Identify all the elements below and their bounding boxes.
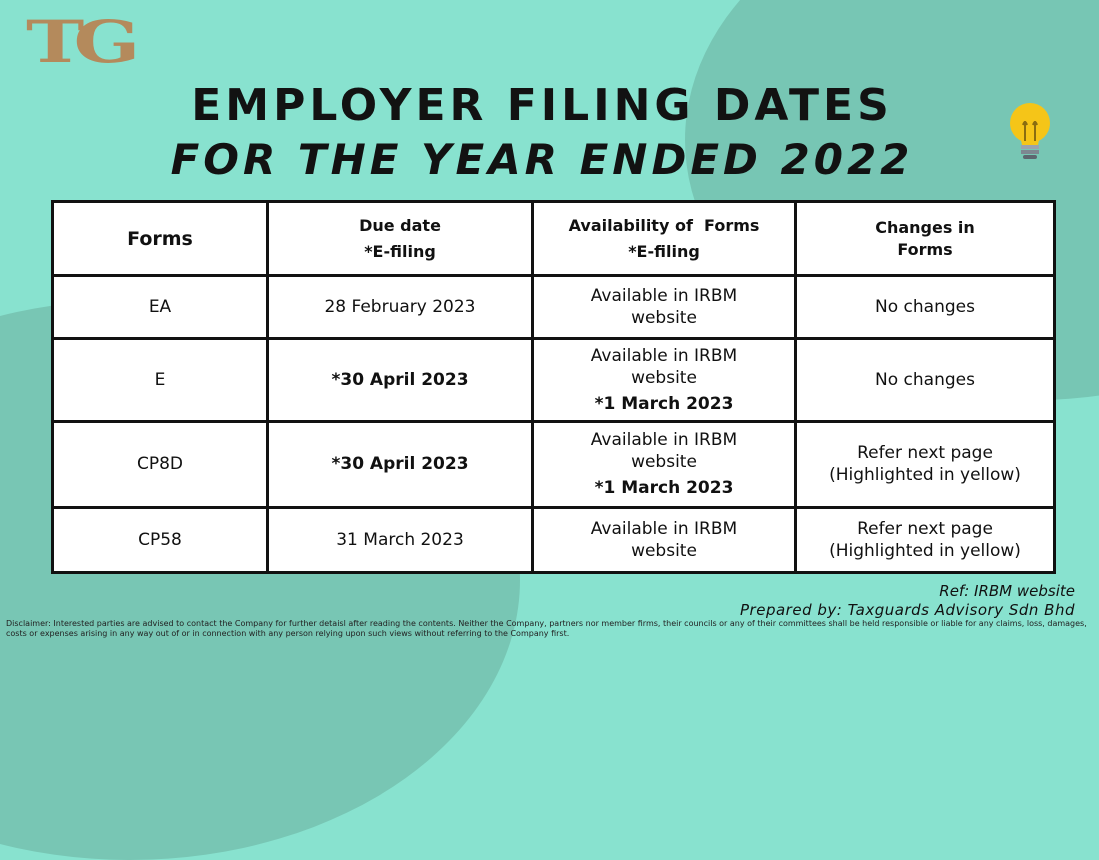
lightbulb-icon bbox=[1005, 101, 1055, 163]
header-due-date-efiling: *E-filing bbox=[364, 241, 436, 261]
header-changes-line1: Changes in bbox=[875, 217, 975, 237]
reference-note: Ref: IRBM website bbox=[939, 582, 1075, 600]
cell-due-date: *30 April 2023 bbox=[268, 338, 533, 422]
cell-availability bbox=[533, 338, 796, 422]
cell-form: CP8D bbox=[53, 422, 268, 508]
disclaimer-text: Disclaimer: Interested parties are advised to contact the Company for further detaisl after reading the contents. Neither the Company, partners nor member firms, their councils or any of their committees shall be held responsible or liable for any claims, loss, damages, costs or expenses arising in any way out of or in connection with any person relying upon such views without referring to the Company first. bbox=[6, 619, 1087, 638]
cell-changes: No changes bbox=[796, 276, 1055, 338]
prepared-by: Prepared by: Taxguards Advisory Sdn Bhd bbox=[740, 601, 1075, 619]
availability-text: Available in IRBM website bbox=[590, 345, 738, 388]
table-row bbox=[53, 276, 1055, 338]
header-availability bbox=[533, 202, 796, 276]
availability-text: Available in IRBM website bbox=[590, 430, 738, 473]
cell-due-date: 28 February 2023 bbox=[268, 276, 533, 338]
table-row bbox=[53, 507, 1055, 572]
filing-dates-table bbox=[51, 200, 1056, 574]
cell-changes: Refer next page (Highlighted in yellow) bbox=[796, 507, 1055, 572]
header-changes-line2: Forms bbox=[897, 239, 953, 259]
header-changes bbox=[796, 202, 1055, 276]
header-availability-efiling: *E-filing bbox=[628, 241, 700, 261]
page-title: EMPLOYER FILING DATES bbox=[191, 80, 893, 131]
header-due-date bbox=[268, 202, 533, 276]
cell-due-date: *30 April 2023 bbox=[268, 422, 533, 508]
header-availability-label: Availability of Forms bbox=[568, 215, 760, 235]
availability-date: *1 March 2023 bbox=[594, 478, 734, 499]
cell-changes: No changes bbox=[796, 338, 1055, 422]
table-header-row bbox=[53, 202, 1055, 276]
table-row bbox=[53, 422, 1055, 508]
company-logo: TG bbox=[26, 8, 130, 76]
cell-due-date: 31 March 2023 bbox=[268, 507, 533, 572]
cell-availability: Available in IRBM website bbox=[533, 276, 796, 338]
header-forms: Forms bbox=[53, 202, 268, 276]
cell-form: EA bbox=[53, 276, 268, 338]
page-subtitle: FOR THE YEAR ENDED 2022 bbox=[170, 135, 914, 184]
header-due-date-label: Due date bbox=[359, 215, 441, 235]
table-row bbox=[53, 338, 1055, 422]
cell-availability: Available in IRBM website bbox=[533, 507, 796, 572]
cell-changes: Refer next page (Highlighted in yellow) bbox=[796, 422, 1055, 508]
availability-date: *1 March 2023 bbox=[594, 393, 734, 414]
cell-form: CP58 bbox=[53, 507, 268, 572]
cell-form: E bbox=[53, 338, 268, 422]
cell-availability bbox=[533, 422, 796, 508]
